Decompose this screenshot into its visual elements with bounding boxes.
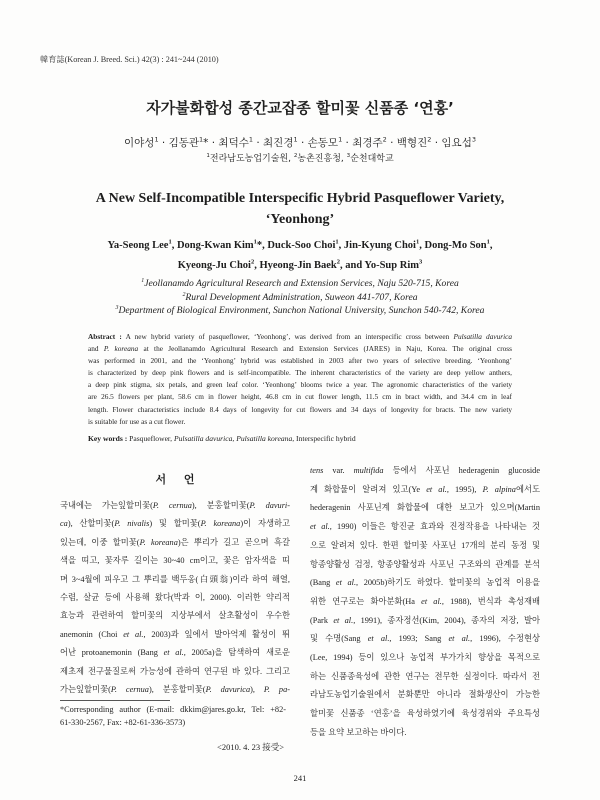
superscript: 3: [346, 153, 351, 159]
left-column-line: 제초제 전구물질로써 가능성에 관하여 연구된 바 있다. 그리고: [60, 666, 290, 676]
italic-text: tens: [310, 466, 324, 475]
received-date: <2010. 4. 23 接受>: [217, 742, 284, 752]
english-author-line: Ya-Seong Lee$^1$, Dong-Kwan Kim$^1$*, Duck-Soo Choi$^1$, Jin-Kyung Choi$^1$, Dong-Mo Son$^1$,: [107, 238, 493, 251]
italic-text: Pulsatilla davurica: [173, 434, 233, 443]
right-column-line: tens var. multifida 등에서 사포닌 hederagenin glucoside: [310, 466, 540, 475]
left-column-line: 어난 protoanemonin (Bang et al., 2005a)을 탐색하여 새로운: [60, 648, 290, 658]
italic-text: P. koreana: [200, 519, 241, 529]
italic-text: P. davurica: [205, 685, 251, 695]
footnote-line: *Corresponding author (E-mail: dkkim@jares.go.kr, Tel: +82-: [60, 705, 286, 714]
superscript: 1: [293, 135, 298, 144]
abstract-line: a deep pink stigma, six petals, and green leaf color. ‘Yeonhong’ blooms twice a year. The agronomic characteristics of the variety: [88, 380, 512, 390]
italic-text: et al.: [310, 522, 330, 532]
italic-text: P. cernua: [110, 685, 149, 695]
left-column-line: 있는데, 이중 할미꽃(P. koreana)은 뿌리가 길고 곧으며 흑갈: [60, 537, 290, 547]
left-column-line: 국내에는 가는잎할미꽃(P. cernua), 분홍할미꽃(P. davuri-: [60, 501, 290, 510]
right-column-line: 할미꽃 신품종 ‘연홍’을 육성하였기에 육성경위와 주요특성: [310, 709, 540, 719]
superscript: 1: [415, 238, 420, 246]
italic-text: Pulsatilla davurica: [453, 332, 512, 341]
italic-text: Pulsatilla koreana: [236, 434, 293, 443]
right-column-line: 하는 신품종육성에 관한 연구는 전무한 실정이다. 따라서 전: [310, 671, 540, 681]
right-column-line: 위한 연구로는 화아분화(Ha et al., 1988), 번식과 촉성재배: [310, 596, 540, 606]
korean-authors: 이야성$^1$ · 김동관$^1$* · 최덕수$^1$ · 최진경$^1$ · 손동모$^1$ · 최경주$^2$ · 백형진$^2$ · 임요섭$^3$: [124, 135, 476, 149]
bold-text: Key words :: [88, 434, 128, 443]
corresponding-author-footnote: [60, 703, 286, 729]
english-title: [0, 188, 600, 230]
left-column-line: 효능과 관련하여 할미꽃의 지상부에서 살초활성이 우수한: [60, 611, 290, 621]
superscript: 1: [141, 277, 145, 284]
left-column-line: anemonin (Choi et al., 2003)과 잎에서 발아억제 활성이 뛰: [60, 629, 290, 639]
italic-text: P. pa-: [263, 685, 290, 695]
superscript: 1: [335, 238, 339, 246]
abstract-line: length. Flower characteristics include 8.4 days of longevity for cut flowers and 34 days of longevity for bracts. The new variety: [88, 404, 512, 414]
italic-text: ca: [60, 519, 68, 529]
english-affiliation-line: $^1$Jeollanamdo Agricultural Research and Extension Services, Naju 520-715, Korea: [141, 277, 459, 289]
abstract-line: was performed in 2001, and the ‘Yeonhong’ hybrid was established in 2003 after two years of selective breeding. ‘Yeonhong’: [88, 356, 512, 366]
english-authors: [0, 236, 600, 276]
right-column-line: et al., 1990) 이들은 항진균 효과와 진정작용을 나타내는 것: [310, 522, 540, 532]
section-heading-introduction: 서 언: [155, 473, 195, 486]
superscript: 2: [427, 135, 432, 144]
right-column-line: hederagenin 사포닌계 화합물에 대한 보고가 있으며(Martin: [310, 503, 540, 513]
italic-text: et al.: [421, 596, 442, 606]
left-column-line: 수렴, 살균 등에 사용해 왔다(박과 이, 2000). 이러한 약리적: [60, 593, 290, 603]
english-author-line: Kyeong-Ju Choi$^2$, Hyeong-Jin Baek$^2$, and Yo-Sup Rim$^3$: [177, 258, 423, 271]
english-affiliation-line: $^2$Rural Development Administration, Suweon 441-707, Korea: [182, 291, 418, 303]
superscript: 3: [471, 135, 476, 144]
italic-text: et al.: [163, 648, 184, 658]
italic-text: P. cernua: [152, 501, 192, 510]
english-title-line: ‘Yeonhong’: [265, 212, 335, 227]
korean-affiliations: $^1$전라남도농업기술원, $^2$농촌진흥청, $^3$순천대학교: [206, 153, 394, 164]
english-affiliations: [0, 277, 600, 318]
italic-text: et al.: [426, 484, 447, 494]
right-column-body: [310, 462, 540, 743]
superscript: 1: [253, 238, 257, 246]
superscript: 1: [168, 238, 172, 246]
italic-text: et al.: [333, 615, 354, 625]
superscript: 1: [206, 153, 210, 159]
right-column-line: 및 수명(Sang et al., 1993; Sang et al., 1996), 수정현상: [310, 634, 540, 644]
left-column-body: [60, 497, 290, 699]
abstract-line: is suitable for use as a cut flower.: [88, 416, 186, 426]
footnote-separator: [60, 700, 170, 701]
superscript: 3: [419, 258, 423, 266]
left-column-line: 색을 띠고, 꽃자루 길이는 30~40 cm이고, 꽃은 암자색을 띠: [60, 556, 290, 566]
english-title-line: A New Self-Incompatible Interspecific Hybrid Pasqueflower Variety,: [95, 191, 505, 206]
superscript: 2: [336, 258, 341, 266]
italic-text: P. davuri-: [249, 501, 290, 510]
english-affiliation-line: $^3$Department of Biological Environment, Sunchon National University, Sunchon 540-742, Korea: [115, 304, 485, 316]
footnote-line: 61-330-2567, Fax: +82-61-336-3573): [60, 718, 186, 727]
italic-text: P. koreana: [103, 344, 139, 354]
page-number: 241: [293, 773, 307, 783]
italic-text: et al.: [367, 634, 390, 644]
superscript: 2: [182, 291, 186, 298]
left-column-line: 가는잎할미꽃(P. cernua), 분홍할미꽃(P. davurica), P. pa-: [60, 685, 290, 695]
italic-text: P. koreana: [139, 537, 178, 547]
right-column-line: (Park et al., 1991), 종자정선(Kim, 2004), 종자의 저장, 발아: [310, 615, 540, 625]
right-column-line: (Bang et al., 2005b)하기도 하였다. 할미꽃의 농업적 이용을: [310, 578, 540, 588]
superscript: 1: [154, 135, 159, 144]
key-words: Key words : Pasqueflower, Pulsatilla davurica, Pulsatilla koreana, Interspecific hybrid: [88, 434, 356, 443]
superscript: 1: [486, 238, 490, 246]
superscript: 1: [199, 135, 204, 144]
italic-text: et al.: [123, 629, 144, 639]
right-column-line: 으로 알려져 있다. 한편 할미꽃 사포닌 17개의 분리 동정 및: [310, 540, 540, 550]
right-column-line: 계 화합물이 알려져 있고(Ye et al., 1995), P. alpina에서도: [310, 484, 540, 494]
abstract-line: is characterized by deep pink flowers and is self-incompatible. The inherent characteristics of the variety are deep yellow anthers,: [88, 368, 512, 378]
abstract-line: and P. koreana at the Jeollanamdo Agricultural Research and Extension Services (JARES) in Naju, Korea. The original cross: [88, 344, 512, 354]
right-column-line: (Lee, 1994) 등이 있으나 농업적 부가가치 향상을 목적으로: [310, 653, 540, 663]
superscript: 2: [250, 258, 255, 266]
abstract: [88, 331, 512, 428]
korean-title: 자가불화합성 종간교잡종 할미꽃 신품종 ‘연홍’: [146, 99, 454, 117]
left-column-line: ca), 산할미꽃(P. nivalis) 및 할미꽃(P. koreana)이 자생하고: [60, 519, 290, 529]
right-column-line: 항종양활성 검정, 항종양활성과 사포닌 구조와의 관계를 분석: [310, 559, 540, 569]
bold-text: Abstract :: [88, 332, 122, 341]
italic-text: P. alpina: [482, 484, 516, 494]
right-column-line: 라남도농업기술원에서 분화뿐만 아니라 절화생산이 가능한: [310, 690, 540, 700]
italic-text: et al.: [335, 578, 357, 588]
superscript: 3: [115, 304, 119, 311]
right-column-line: 등을 요약 보고하는 바이다.: [310, 727, 407, 737]
abstract-line: are 26.5 flowers per plant, 58.6 cm in flower height, 46.8 cm in cut flower length, 11.5 cm in bract width, and 34.4 cm in leaf: [88, 392, 512, 402]
superscript: 1: [248, 135, 254, 144]
left-column-line: 며 3~4월에 피우고 그 뿌리를 백두옹(白頭翁)이라 하여 해열,: [60, 574, 290, 584]
italic-text: P. nivalis: [114, 519, 150, 529]
italic-text: et al.: [448, 634, 471, 644]
superscript: 2: [293, 153, 298, 159]
abstract-line: Abstract : A new hybrid variety of pasqueflower, ‘Yeonhong’, was derived from an interspecific cross between Pulsatilla davurica: [88, 332, 512, 341]
superscript: 1: [338, 135, 343, 144]
journal-header: 韓育誌(Korean J. Breed. Sci.) 42(3) : 241~244 (2010): [40, 55, 219, 64]
italic-text: multifida: [353, 466, 384, 475]
superscript: 2: [382, 135, 387, 144]
